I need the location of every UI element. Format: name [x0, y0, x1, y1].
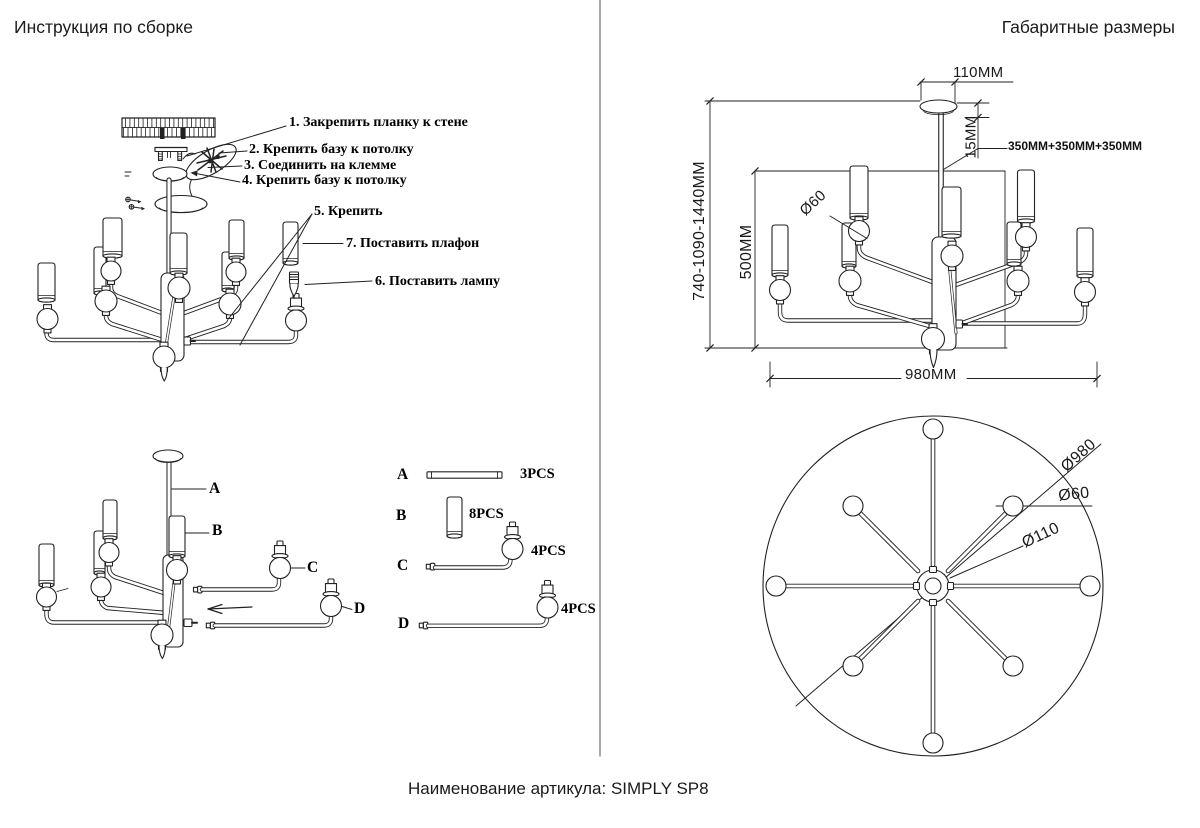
article-name: Наименование артикула: SIMPLY SP8 [408, 779, 709, 798]
exploded-part-d-label: D [354, 600, 366, 617]
right-section-title: Габаритные размеры [1001, 17, 1175, 37]
dim-shade-diameter-side: Ø60 [796, 186, 830, 220]
step-1-label: 1. Закрепить планку к стене [289, 115, 468, 130]
dim-shade-diameter-top: Ø60 [1057, 484, 1091, 505]
parts-list-d-qty: 4PCS [561, 601, 596, 617]
exploded-part-a-label: A [209, 480, 221, 497]
dim-overall-width: 980MM [905, 366, 957, 383]
parts-list-b-qty: 8PCS [469, 506, 504, 522]
dim-rod-sections: 350MM+350MM+350MM [1008, 139, 1143, 153]
parts-list-c-letter: C [397, 557, 409, 574]
parts-list-b-letter: B [396, 507, 407, 524]
step-6-label: 6. Поставить лампу [375, 274, 501, 289]
step-3-label: 3. Соединить на клемме [244, 158, 397, 173]
dim-canopy-width: 110MM [953, 64, 1004, 81]
parts-list-c-qty: 4PCS [531, 543, 566, 559]
step-4-label: 4. Крепить базу к потолку [242, 173, 407, 188]
parts-list-a-letter: A [397, 466, 409, 483]
parts-list-a-qty: 3PCS [520, 466, 555, 482]
exploded-part-c-label: C [307, 559, 319, 576]
parts-list-d-letter: D [398, 615, 410, 632]
dim-body-height: 500MM [738, 224, 755, 280]
dim-canopy-height: 15MM [962, 115, 980, 159]
step-5-label: 5. Крепить [314, 204, 383, 219]
exploded-part-b-label: B [212, 522, 223, 539]
dim-base-diameter-top: Ø110 [1019, 519, 1063, 552]
left-section-title: Инструкция по сборке [14, 17, 193, 37]
dim-overall-height: 740-1090-1440MM [691, 161, 708, 301]
step-2-label: 2. Крепить базу к потолку [249, 142, 414, 157]
step-7-label: 7. Поставить плафон [346, 236, 480, 251]
dim-overall-diameter-top: Ø980 [1057, 435, 1100, 476]
